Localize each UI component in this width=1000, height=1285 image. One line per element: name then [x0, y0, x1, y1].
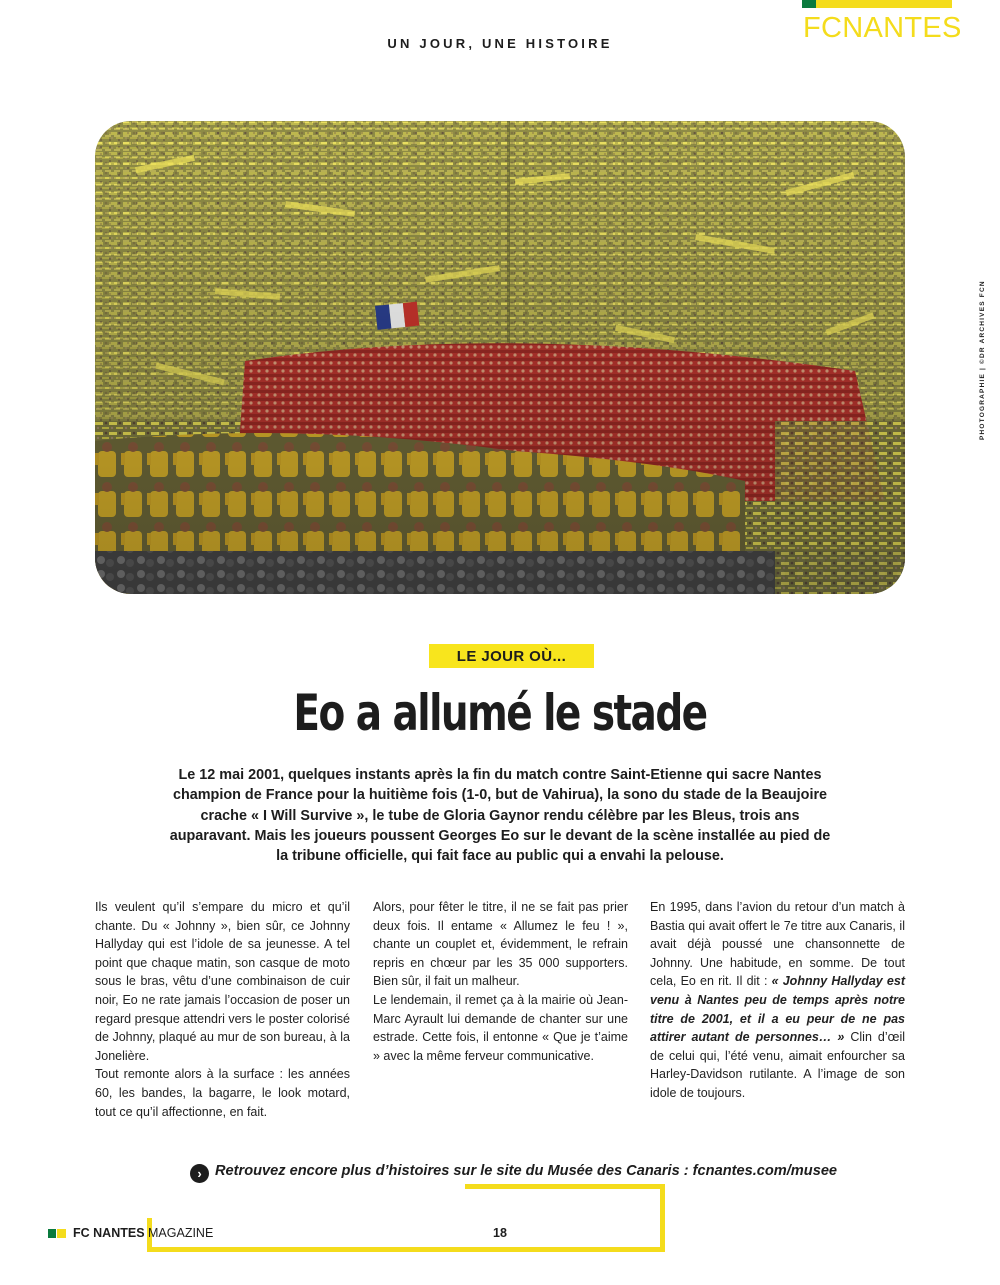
decorative-frame: [147, 1247, 665, 1252]
chevron-right-icon: ›: [190, 1164, 209, 1183]
article-column-1: [95, 898, 350, 1121]
section-kicker: UN JOUR, UNE HISTOIRE: [387, 36, 613, 51]
museum-link-text: Retrouvez encore plus d’histoires sur le site du Musée des Canaris : fcnantes.com/musee: [215, 1163, 838, 1179]
footer-logo-icon: [48, 1229, 66, 1238]
stadium-celebration-image: [95, 121, 905, 594]
brand-green-block: [802, 0, 816, 8]
footer-magazine-title: FC NANTES MAGAZINE: [73, 1226, 214, 1240]
article-tag: LE JOUR OÙ...: [429, 644, 594, 668]
eo-quote: « Johnny Hallyday est venu à Nantes peu de temps après notre titre de 2001, et il a eu peur de ne pas attirer autant de personnes… »: [650, 974, 905, 1045]
page-number: 18: [493, 1226, 507, 1240]
paragraph: Tout remonte alors à la surface : les années 60, les bandes, la bagarre, le look motard, tout ce qu’il affectionne, en fait.: [95, 1067, 350, 1119]
paragraph: Ils veulent qu’il s’empare du micro et qu’il chante. Du « Johnny », bien sûr, ce Johnny Hallyday qui est l’idole de sa jeunesse. A tel point que chaque matin, son casque de moto sous le bras, vêtu d’une combinaison de cuir noir, Eo ne rate jamais l’occasion de poser un regard presque attendri vers le poster colorisé de Johnny, plaqué au mur de son bureau, à la Jonelière.: [95, 900, 350, 1063]
feature-photo: [95, 121, 905, 594]
decorative-frame: [660, 1184, 665, 1252]
brand-logo: FCNANTES: [803, 12, 962, 44]
decorative-frame: [465, 1184, 665, 1189]
article-column-3: [650, 898, 905, 1103]
paragraph: [650, 898, 905, 1103]
paragraph: Alors, pour fêter le titre, il ne se fait pas prier deux fois. Il entame « Allumez le feu ! », chante un couplet et, évidemment, le refrain repris en chœur par les 35 000 supporters. Bien sûr, il fait un malheur.: [373, 900, 628, 989]
article-lede: Le 12 mai 2001, quelques instants après la fin du match contre Saint-Etienne qui sacre Nantes champion de France pour la huitième fois (1-0, but de Vahirua), la sono du stade de la Beaujoire crache « I Will Survive », le tube de Gloria Gaynor rendu célèbre par les Bleus, trois ans auparavant. Mais les joueurs poussent Georges Eo sur le devant de la scène installée au pied de la tribune officielle, qui fait face au public qui a envahi la pelouse.: [169, 767, 831, 865]
photo-credit: PHOTOGRAPHIE | ©DR ARCHIVES FCN: [979, 280, 986, 440]
museum-link[interactable]: [190, 1163, 838, 1183]
brand-yellow-block: [816, 0, 952, 8]
article-headline: Eo a allumé le stade: [293, 684, 707, 742]
article-column-2: [373, 898, 628, 1065]
paragraph-text: En 1995, dans l’avion du retour d’un match à Bastia qui avait offert le 7e titre aux Canaris, il avait déjà poussé une chansonnette de Johnny. Une habitude, en somme. De tout cela, Eo en rit. Il dit :: [650, 900, 905, 989]
paragraph-text: Clin d’œil de celui qui, l’été venu, aimait enfourcher sa Harley-Davidson rutilante. A l’image de son idole de toujours.: [650, 1030, 906, 1100]
brand-color-bar: [802, 0, 952, 8]
paragraph: Le lendemain, il remet ça à la mairie où Jean-Marc Ayrault lui demande de chanter sur une estrade. Cette fois, il entonne « Que je t’aime » avec la même ferveur communicative.: [373, 992, 628, 1063]
